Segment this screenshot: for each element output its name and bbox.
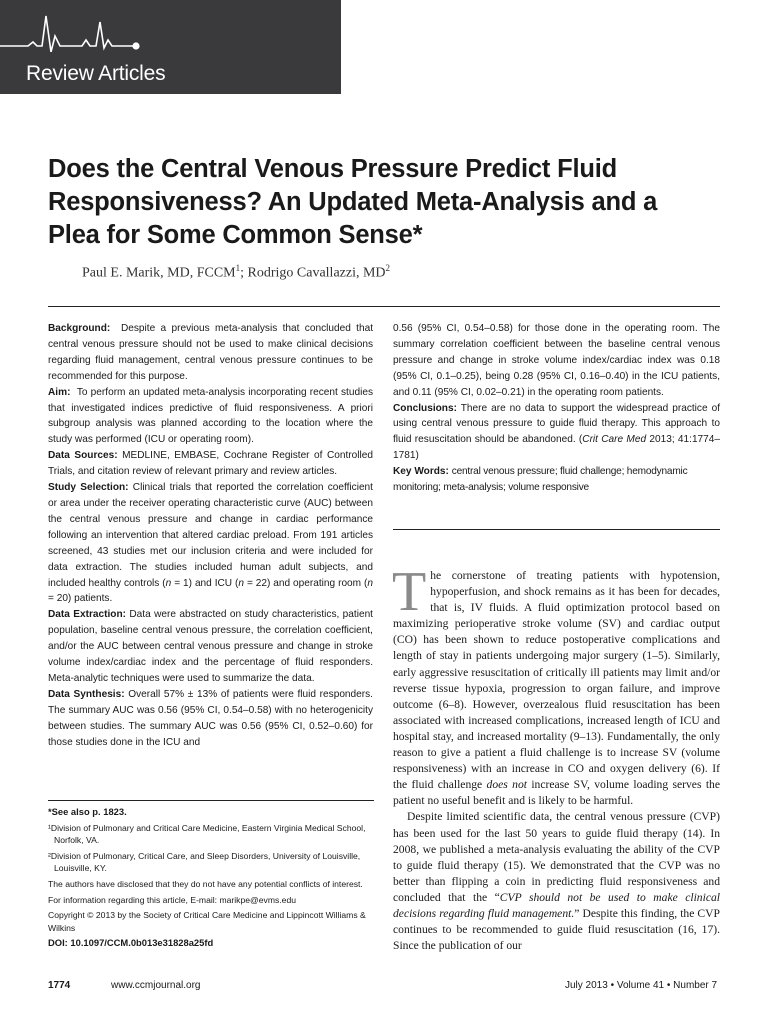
conflict-statement: The authors have disclosed that they do not have any potential conflicts of interest. [48,878,363,889]
article-body [392,561,720,954]
section-text: There are no data to support the widespread practice of using central venous pressure to guide fluid therapy. This approach to fluid resuscitation should be abandoned. ( [393,402,720,446]
author-name: Paul E. Marik, MD, FCCM [82,265,236,281]
section-heading: Conclusions: [393,402,457,414]
affiliation-marker: 1 [235,263,241,273]
section-heading: Study Selection: [48,482,129,494]
section-text: Overall 57% ± 13% of patients were fluid responders. The summary AUC was 0.56 (95% CI, 0.54–0.58) with no heterogenicity between studies. The summary AUC was 0.56 (95% CI, 0.52–0.60) for those studies done in the ICU and [48,688,373,748]
issue-info: July 2013 • Volume 41 • Number 7 [565,980,718,991]
section-text: MEDLINE, EMBASE, Cochrane Register of Controlled Trials, and citation review of relevant primary and review articles. [48,450,373,478]
section-text: = 22) and operating room ( [244,577,368,589]
section-label: Review Articles [26,62,166,85]
section-heading: Aim: [48,386,71,398]
footnotes [48,806,372,953]
heartbeat-line-icon [0,12,341,52]
keywords-text: central venous pressure; fluid challenge; hemodynamic monitoring; meta-analysis; volume responsive [393,466,688,494]
abstract-conclusions [393,401,720,465]
section-text: Despite a previous meta-analysis that concluded that central venous pressure should not be used to make clinical decisions regarding fluid management, central venous pressure continues to be recommended for this purpose. [48,323,373,382]
abstract-synthesis [48,687,373,751]
article-title: Does the Central Venous Pressure Predict Fluid Responsiveness? An Updated Meta-Analysis and a Plea for Some Common Sense* [48,155,658,249]
abstract-column-right [393,321,720,496]
paragraph-text: Despite limited scientific data, the central venous pressure (CVP) has been used for the last 50 years to guide fluid therapy (14). In 2008, we published a meta-analysis evaluating the ability of the CVP to guide fluid therapy (15). We demonstrated that the CVP was no better than flipping a coin in predicting fluid responsiveness and concluded that the “ [393,810,720,904]
section-heading: Data Synthesis: [48,688,125,700]
section-heading: Data Sources: [48,450,118,462]
journal-website[interactable]: www.ccmjournal.org [111,980,201,991]
body-paragraph [392,561,720,809]
affiliation-1: ¹Division of Pulmonary and Critical Care Medicine, Eastern Virginia Medical School, Norfolk, VA. [48,822,366,846]
affiliation-marker: 2 [385,263,391,273]
emphasis-text: does not [486,778,527,792]
abstract-aim [48,385,373,449]
author-list [82,263,390,282]
variable-n: n [238,577,245,589]
abstract-end-divider [393,529,720,530]
section-heading: Background: [48,323,111,334]
abstract-background [48,321,373,385]
contact-email: For information regarding this article, E-mail: marikpe@evms.edu [48,894,297,905]
section-text: Clinical trials that reported the correlation coefficient or area under the receiver operating characteristic curve (AUC) between the central venous pressure and change in cardiac performance following an intervention that altered cardiac preload. From 191 articles screened, 43 studies met our inclusion criteria and were included for data extraction. The studies included human adult subjects, and included healthy controls ( [48,482,373,589]
abstract-synthesis-continued: 0.56 (95% CI, 0.54–0.58) for those done in the operating room. The summary correlation coefficient between the baseline central venous pressure and change in stroke volume index/cardiac index was 0.18 (95% CI, 0.1–0.25), being 0.28 (95% CI, 0.16–0.40) in the ICU patients, and 0.11 (95% CI, 0.02–0.21) in the operating room patients. [393,323,720,398]
citation-details: 2013; 41:1774–1781) [393,434,721,462]
section-heading: Key Words: [393,466,449,478]
abstract-column-left [48,321,373,750]
body-paragraph [393,809,720,954]
section-text: Data were abstracted on study characteristics, patient population, baseline central venous pressure, the correlation coefficient, and/or the AUC between central venous pressure and change in stroke volume index/cardiac index and the percentage of fluid responders. Meta-analytic techniques were used to summarize the data. [48,609,373,684]
abstract-selection [48,480,373,607]
paragraph-text: increase SV, volume loading serves the patient no useful benefit and is likely to be harmful. [393,778,720,808]
abstract-keywords [393,464,720,496]
footnote-divider [48,800,374,801]
section-text: = 1) and ICU ( [171,577,239,589]
section-text: To perform an updated meta-analysis incorporating recent studies that investigated indices predictive of fluid responsiveness. A priori subgroup analysis was planned according to the location where the study was performed (ICU or operating room). [48,386,373,446]
copyright-notice: Copyright © 2013 by the Society of Critical Care Medicine and Lippincott Williams & Wilkins [48,910,366,933]
page-number: 1774 [48,980,71,991]
abstract-extraction [48,607,373,687]
journal-citation: Crit Care Med [582,434,647,446]
drop-cap: T [392,561,427,623]
section-heading: Data Extraction: [48,609,126,621]
affiliation-2: ²Division of Pulmonary, Critical Care, and Sleep Disorders, University of Louisville, Louisville, KY. [48,850,361,874]
paragraph-text: ” Despite this finding, the CVP continues to be recommended to guide fluid resuscitation (16, 17). Since the publication of our [393,906,720,953]
header-divider [48,306,720,307]
author-name: Rodrigo Cavallazzi, MD [247,265,386,281]
paragraph-text: he cornerstone of treating patients with hypotension, hypoperfusion, and shock remains as it has been for decades, that is, IV fluids. A fluid optimization protocol based on maximizing perioperative stroke volume (SV) and cardiac output (CO) has been shown to reduce postoperative complications and length of stay in patients undergoing major surgery (1–5). Similarly, early aggressive resuscitation of critically ill patients may limit and/or reverse tissue hypoxia, progression to organ failure, and improve outcome (6–8). However, overzealous fluid resuscitation has been associated with increased complications, increased length of ICU and hospital stay, and increased mortality (9–13). Fundamentally, the only reason to give a patient a fluid challenge is to increase SV (volume responsiveness) with an increase in CO and oxygen delivery (6). If the fluid challenge [393,569,720,792]
variable-n: n [165,577,172,589]
emphasis-text: CVP should not be used to make clinical decisions regarding fluid management. [393,890,720,920]
section-banner [0,0,341,94]
doi-link[interactable]: DOI: 10.1097/CCM.0b013e31828a25fd [48,937,214,949]
see-also-note: *See also p. 1823. [48,806,127,817]
author-separator: ; [240,265,248,281]
section-text: = 20) patients. [48,593,113,605]
abstract-sources [48,448,373,480]
variable-n: n [367,577,373,589]
